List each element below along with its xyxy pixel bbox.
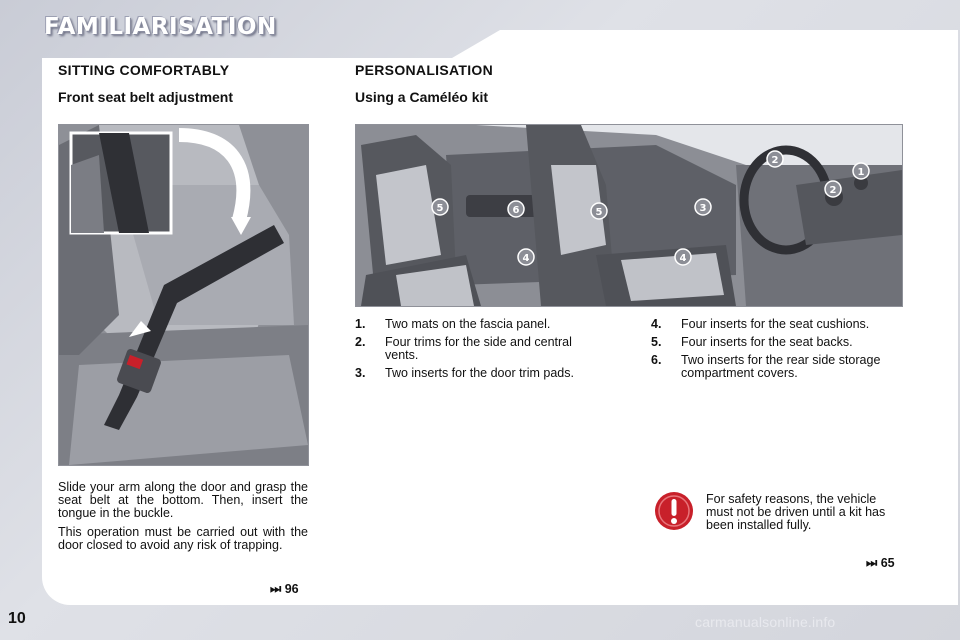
page-reference-96[interactable]: ⏭ 96 bbox=[270, 582, 299, 596]
callout-4b: 4 bbox=[679, 253, 687, 264]
page-reference-65[interactable]: ⏭ 65 bbox=[866, 556, 895, 570]
interior-photo bbox=[355, 124, 903, 307]
instruction-paragraph-2: This operation must be carried out with the door closed to avoid any risk of trapping. bbox=[58, 525, 308, 552]
page-number: 10 bbox=[8, 610, 26, 627]
list-item-text: Two mats on the fascia panel. bbox=[385, 317, 551, 331]
list-item-number: 5. bbox=[651, 335, 662, 349]
section-title-sitting: SITTING COMFORTABLY bbox=[58, 62, 230, 78]
list-item-number: 1. bbox=[355, 317, 366, 331]
callout-2a: 2 bbox=[771, 155, 779, 166]
section-title-personalisation: PERSONALISATION bbox=[355, 62, 494, 78]
list-item-text: Four trims for the side and central vents. bbox=[385, 335, 572, 362]
list-item-text: Four inserts for the seat backs. bbox=[681, 335, 853, 349]
list-item bbox=[355, 336, 595, 362]
list-item bbox=[355, 318, 595, 331]
callout-6: 6 bbox=[512, 205, 520, 216]
list-item bbox=[355, 367, 595, 380]
subtitle-cameleo-kit: Using a Caméléo kit bbox=[355, 89, 489, 105]
callout-4a: 4 bbox=[522, 253, 530, 264]
chapter-title: FAMILIARISATION bbox=[44, 14, 277, 40]
watermark: carmanualsonline.info bbox=[695, 614, 836, 630]
list-item bbox=[651, 318, 901, 331]
seat-belt-instructions bbox=[58, 481, 308, 558]
callout-5a: 5 bbox=[436, 203, 444, 214]
callout-5b: 5 bbox=[595, 207, 603, 218]
instruction-paragraph-1: Slide your arm along the door and grasp the seat belt at the bottom. Then, insert the tongue in the buckle. bbox=[58, 480, 308, 520]
list-item-number: 3. bbox=[355, 366, 366, 380]
callout-2b: 2 bbox=[829, 185, 837, 196]
callout-3: 3 bbox=[699, 203, 707, 214]
list-item-text: Two inserts for the rear side storage compartment covers. bbox=[681, 353, 881, 380]
list-item-text: Two inserts for the door trim pads. bbox=[385, 366, 574, 380]
subtitle-seat-belt: Front seat belt adjustment bbox=[58, 89, 234, 105]
list-item-number: 4. bbox=[651, 317, 662, 331]
warning-icon bbox=[654, 491, 694, 536]
seat-belt-photo bbox=[58, 124, 309, 466]
kit-list-right bbox=[651, 318, 901, 385]
list-item bbox=[651, 336, 901, 349]
list-item-text: Four inserts for the seat cushions. bbox=[681, 317, 870, 331]
kit-list-left bbox=[355, 318, 595, 385]
seat-belt-illustration bbox=[59, 125, 308, 465]
car-interior-illustration bbox=[356, 125, 902, 306]
list-item bbox=[651, 354, 901, 380]
list-item-number: 6. bbox=[651, 353, 662, 367]
list-item-number: 2. bbox=[355, 335, 366, 349]
safety-warning-text: For safety reasons, the vehicle must not be driven until a kit has been installed fully. bbox=[706, 492, 886, 532]
callout-1: 1 bbox=[857, 167, 865, 178]
